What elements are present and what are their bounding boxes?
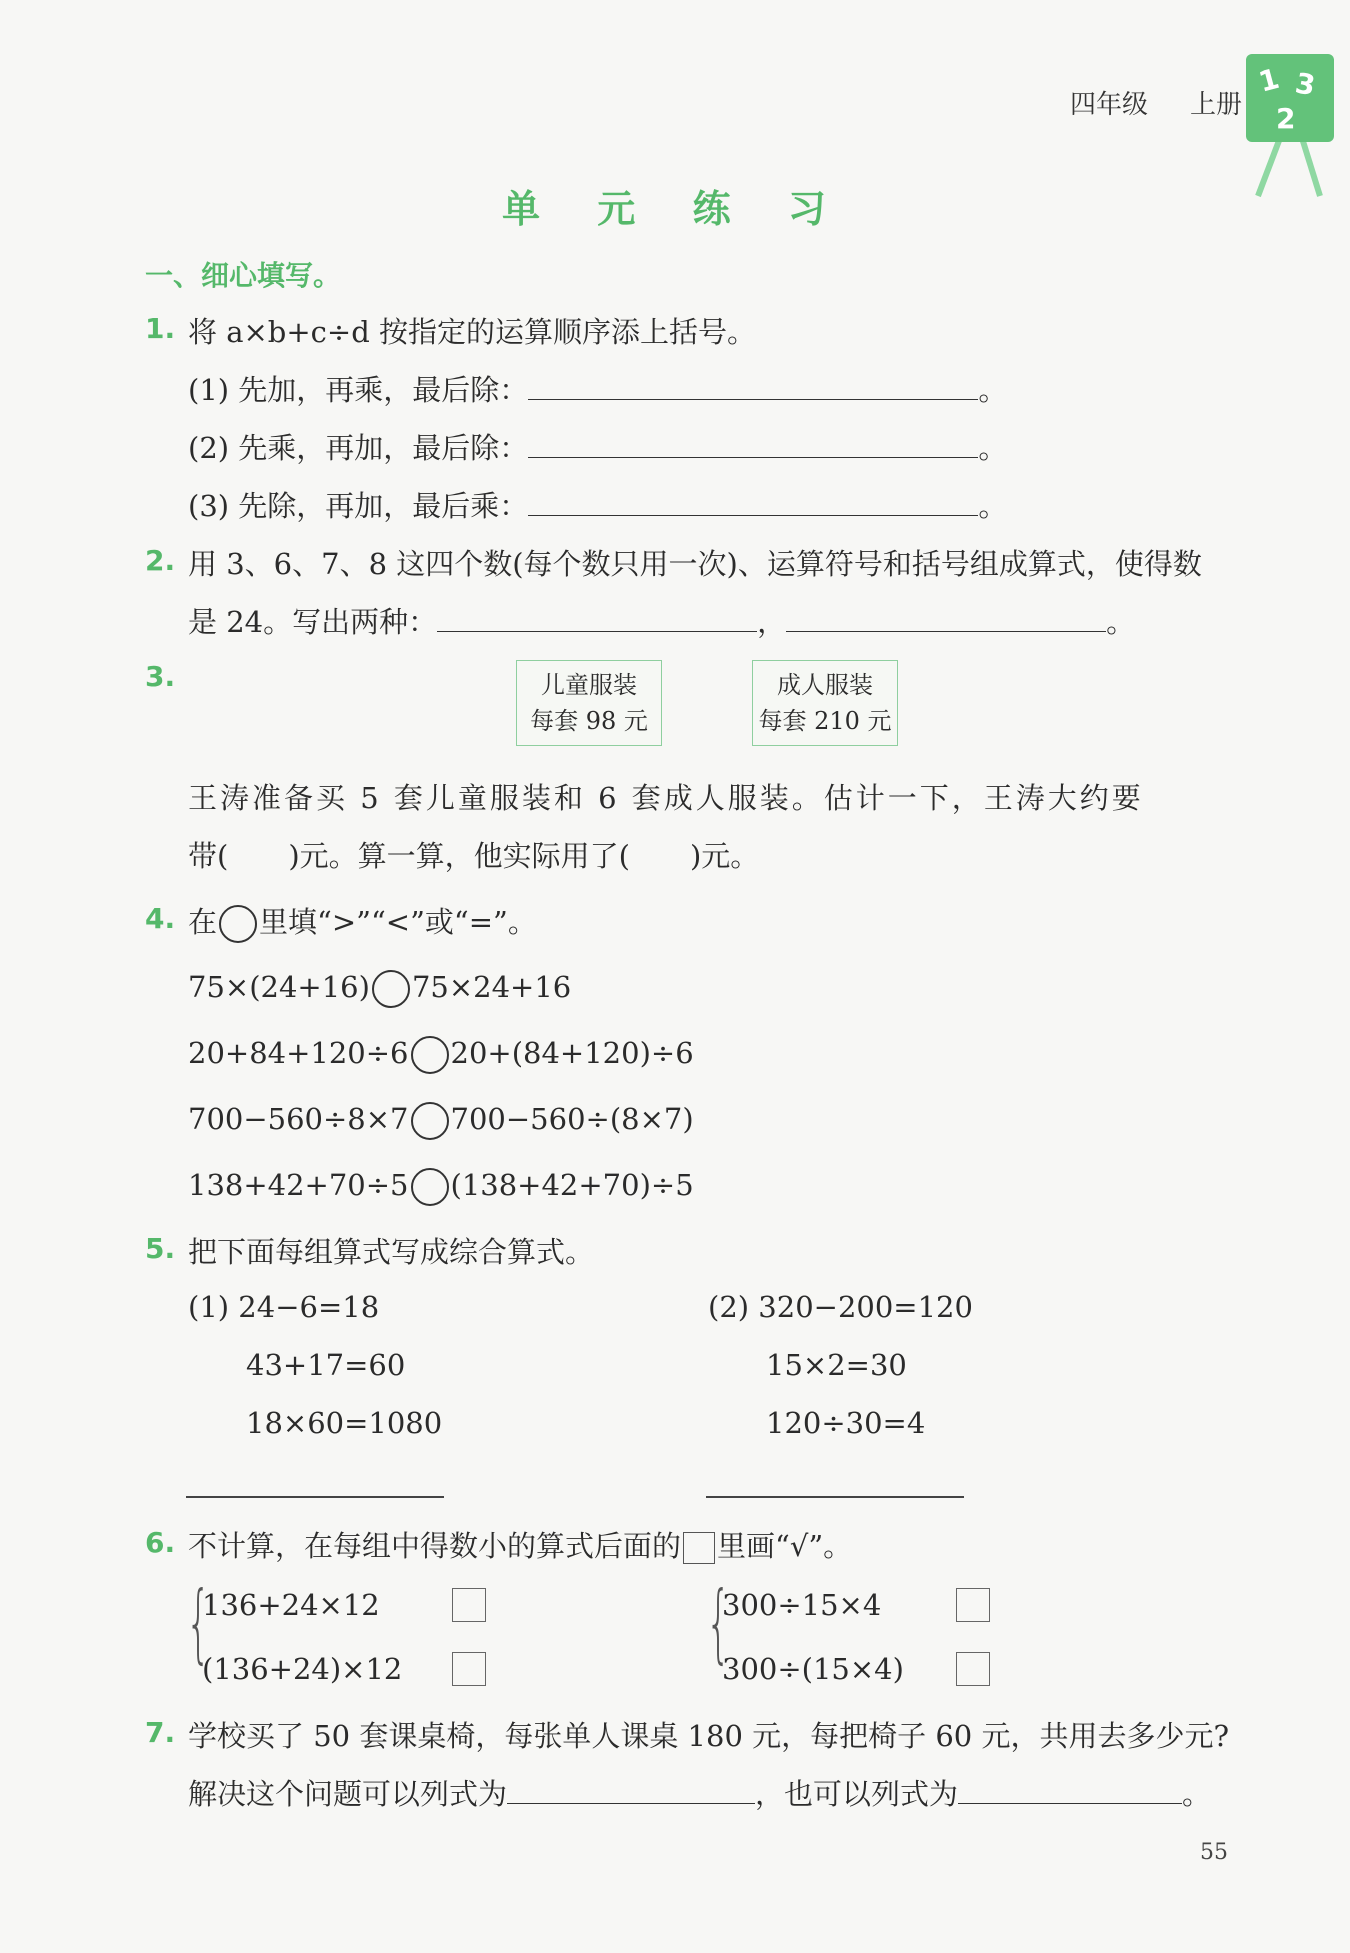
q3-number: 3. — [145, 660, 176, 693]
q1-number: 1. — [145, 312, 176, 345]
q4-row-1-right: 75×24+16 — [411, 970, 572, 1004]
grade-label: 四年级 — [1070, 90, 1149, 120]
q4-row-2-right: 20+(84+120)÷6 — [450, 1036, 694, 1070]
q7-end: 。 — [1182, 1777, 1212, 1811]
child-clothing-price: 每套 98 元 — [530, 707, 648, 735]
q1-answer-2-blank[interactable] — [528, 435, 978, 458]
q1-item-3 — [188, 484, 1007, 525]
q1-item-2 — [188, 426, 1007, 467]
page-number: 55 — [1200, 1840, 1228, 1865]
q4-row-1-circle[interactable] — [372, 970, 410, 1008]
child-clothing-price-tag — [516, 660, 662, 746]
q5-number: 5. — [145, 1232, 176, 1265]
adult-clothing-name: 成人服装 — [777, 671, 873, 699]
q1-item-3-label: (3) 先除，再加，最后乘： — [188, 489, 529, 523]
q5-group-2-line-1: (2) 320−200=120 — [708, 1290, 973, 1324]
q6-prompt-b: 里画“√”。 — [717, 1529, 853, 1563]
q4-row-2 — [188, 1036, 694, 1074]
q5-group-1-line-1: (1) 24−6=18 — [188, 1290, 380, 1324]
q4-row-4 — [188, 1168, 694, 1206]
q2-separator: ， — [757, 605, 787, 639]
q3-line-2-a: 带( — [188, 839, 229, 873]
q3-line-1: 王涛准备买 5 套儿童服装和 6 套成人服装。估计一下，王涛大约要 — [188, 781, 1144, 815]
q4-row-3 — [188, 1102, 694, 1140]
q7-line-2-b: ，也可以列式为 — [755, 1777, 959, 1811]
q4-row-1-left: 75×(24+16) — [188, 970, 370, 1004]
q6-group-2-checkbox-2[interactable] — [956, 1652, 990, 1686]
q7-line-1: 学校买了 50 套课桌椅，每张单人课桌 180 元，每把椅子 60 元，共用去多少元? — [188, 1719, 1230, 1753]
badge-digit-1: 1 — [1255, 61, 1283, 99]
q6-number: 6. — [145, 1526, 176, 1559]
q7-number: 7. — [145, 1716, 176, 1749]
q4-circle-icon — [219, 905, 257, 943]
adult-clothing-price-tag — [752, 660, 898, 746]
q6-group-1-expr-1: 136+24×12 — [202, 1588, 380, 1622]
q7-line-2-a: 解决这个问题可以列式为 — [188, 1777, 508, 1811]
q6-group-2-brace: { — [706, 1573, 731, 1673]
q4-prompt — [188, 900, 537, 943]
q4-number: 4. — [145, 902, 176, 935]
q6-prompt-a: 不计算，在每组中得数小的算式后面的 — [188, 1529, 682, 1563]
grade-badge-icon — [1240, 48, 1340, 198]
q4-row-4-left: 138+42+70÷5 — [188, 1168, 409, 1202]
q4-row-2-left: 20+84+120÷6 — [188, 1036, 409, 1070]
q3-line-2 — [188, 834, 759, 875]
q4-row-3-right: 700−560÷(8×7) — [450, 1102, 694, 1136]
q4-row-3-circle[interactable] — [411, 1102, 449, 1140]
q2-answer-2-blank[interactable] — [786, 609, 1106, 632]
q2-number: 2. — [145, 544, 176, 577]
q1-item-3-end: 。 — [978, 489, 1008, 523]
q3-line-2-c: )元。 — [689, 839, 760, 873]
q4-prompt-a: 在 — [188, 905, 218, 939]
q5-prompt: 把下面每组算式写成综合算式。 — [188, 1235, 595, 1269]
q1-item-1-end: 。 — [978, 373, 1008, 407]
q5-group-1-line-2: 43+17=60 — [246, 1348, 406, 1382]
q1-answer-3-blank[interactable] — [528, 493, 978, 516]
q6-group-2-expr-2: 300÷(15×4) — [722, 1652, 904, 1686]
q5-group-2-answer-line[interactable] — [706, 1496, 964, 1498]
q4-prompt-b: 里填“>”“<”或“=”。 — [259, 905, 537, 939]
q6-group-1-checkbox-1[interactable] — [452, 1588, 486, 1622]
q5-group-2-line-2: 15×2=30 — [766, 1348, 907, 1382]
q6-group-1-checkbox-2[interactable] — [452, 1652, 486, 1686]
q7-answer-2-blank[interactable] — [958, 1781, 1182, 1804]
q1-item-2-end: 。 — [978, 431, 1008, 465]
q5-group-2-line-3: 120÷30=4 — [766, 1406, 926, 1440]
section-heading: 一、细心填写。 — [145, 259, 342, 292]
q2-line-2-text: 是 24。写出两种： — [188, 605, 438, 639]
page-title: 单 元 练 习 — [502, 187, 848, 231]
q4-row-1 — [188, 970, 571, 1008]
q5-group-1-answer-line[interactable] — [186, 1496, 444, 1498]
q5-group-1-line-3: 18×60=1080 — [246, 1406, 443, 1440]
adult-clothing-price: 每套 210 元 — [758, 707, 892, 735]
q1-item-1-label: (1) 先加，再乘，最后除： — [188, 373, 529, 407]
q1-answer-1-blank[interactable] — [528, 377, 978, 400]
q2-answer-1-blank[interactable] — [437, 609, 757, 632]
q4-row-3-left: 700−560÷8×7 — [188, 1102, 409, 1136]
q2-line-2 — [188, 600, 1135, 641]
q7-answer-1-blank[interactable] — [507, 1781, 755, 1804]
q3-line-2-b: )元。算一算，他实际用了( — [288, 839, 630, 873]
q6-prompt — [188, 1524, 852, 1565]
badge-digit-2: 2 — [1276, 102, 1296, 135]
q4-row-4-right: (138+42+70)÷5 — [450, 1168, 694, 1202]
q1-prompt: 将 a×b+c÷d 按指定的运算顺序添上括号。 — [188, 315, 756, 349]
q1-item-2-label: (2) 先乘，再加，最后除： — [188, 431, 529, 465]
volume-label: 上册 — [1190, 90, 1243, 120]
child-clothing-name: 儿童服装 — [541, 671, 637, 699]
q2-end: 。 — [1106, 605, 1136, 639]
q1-item-1 — [188, 368, 1007, 409]
q6-group-1-expr-2: (136+24)×12 — [202, 1652, 403, 1686]
q4-row-2-circle[interactable] — [411, 1036, 449, 1074]
q6-group-1-brace: { — [186, 1573, 211, 1673]
q2-line-1: 用 3、6、7、8 这四个数(每个数只用一次)、运算符号和括号组成算式，使得数 — [188, 547, 1202, 581]
q6-box-icon — [683, 1532, 715, 1564]
badge-digit-3: 3 — [1292, 66, 1318, 103]
q6-group-2-expr-1: 300÷15×4 — [722, 1588, 882, 1622]
q6-group-2-checkbox-1[interactable] — [956, 1588, 990, 1622]
q7-line-2 — [188, 1772, 1211, 1813]
q4-row-4-circle[interactable] — [411, 1168, 449, 1206]
